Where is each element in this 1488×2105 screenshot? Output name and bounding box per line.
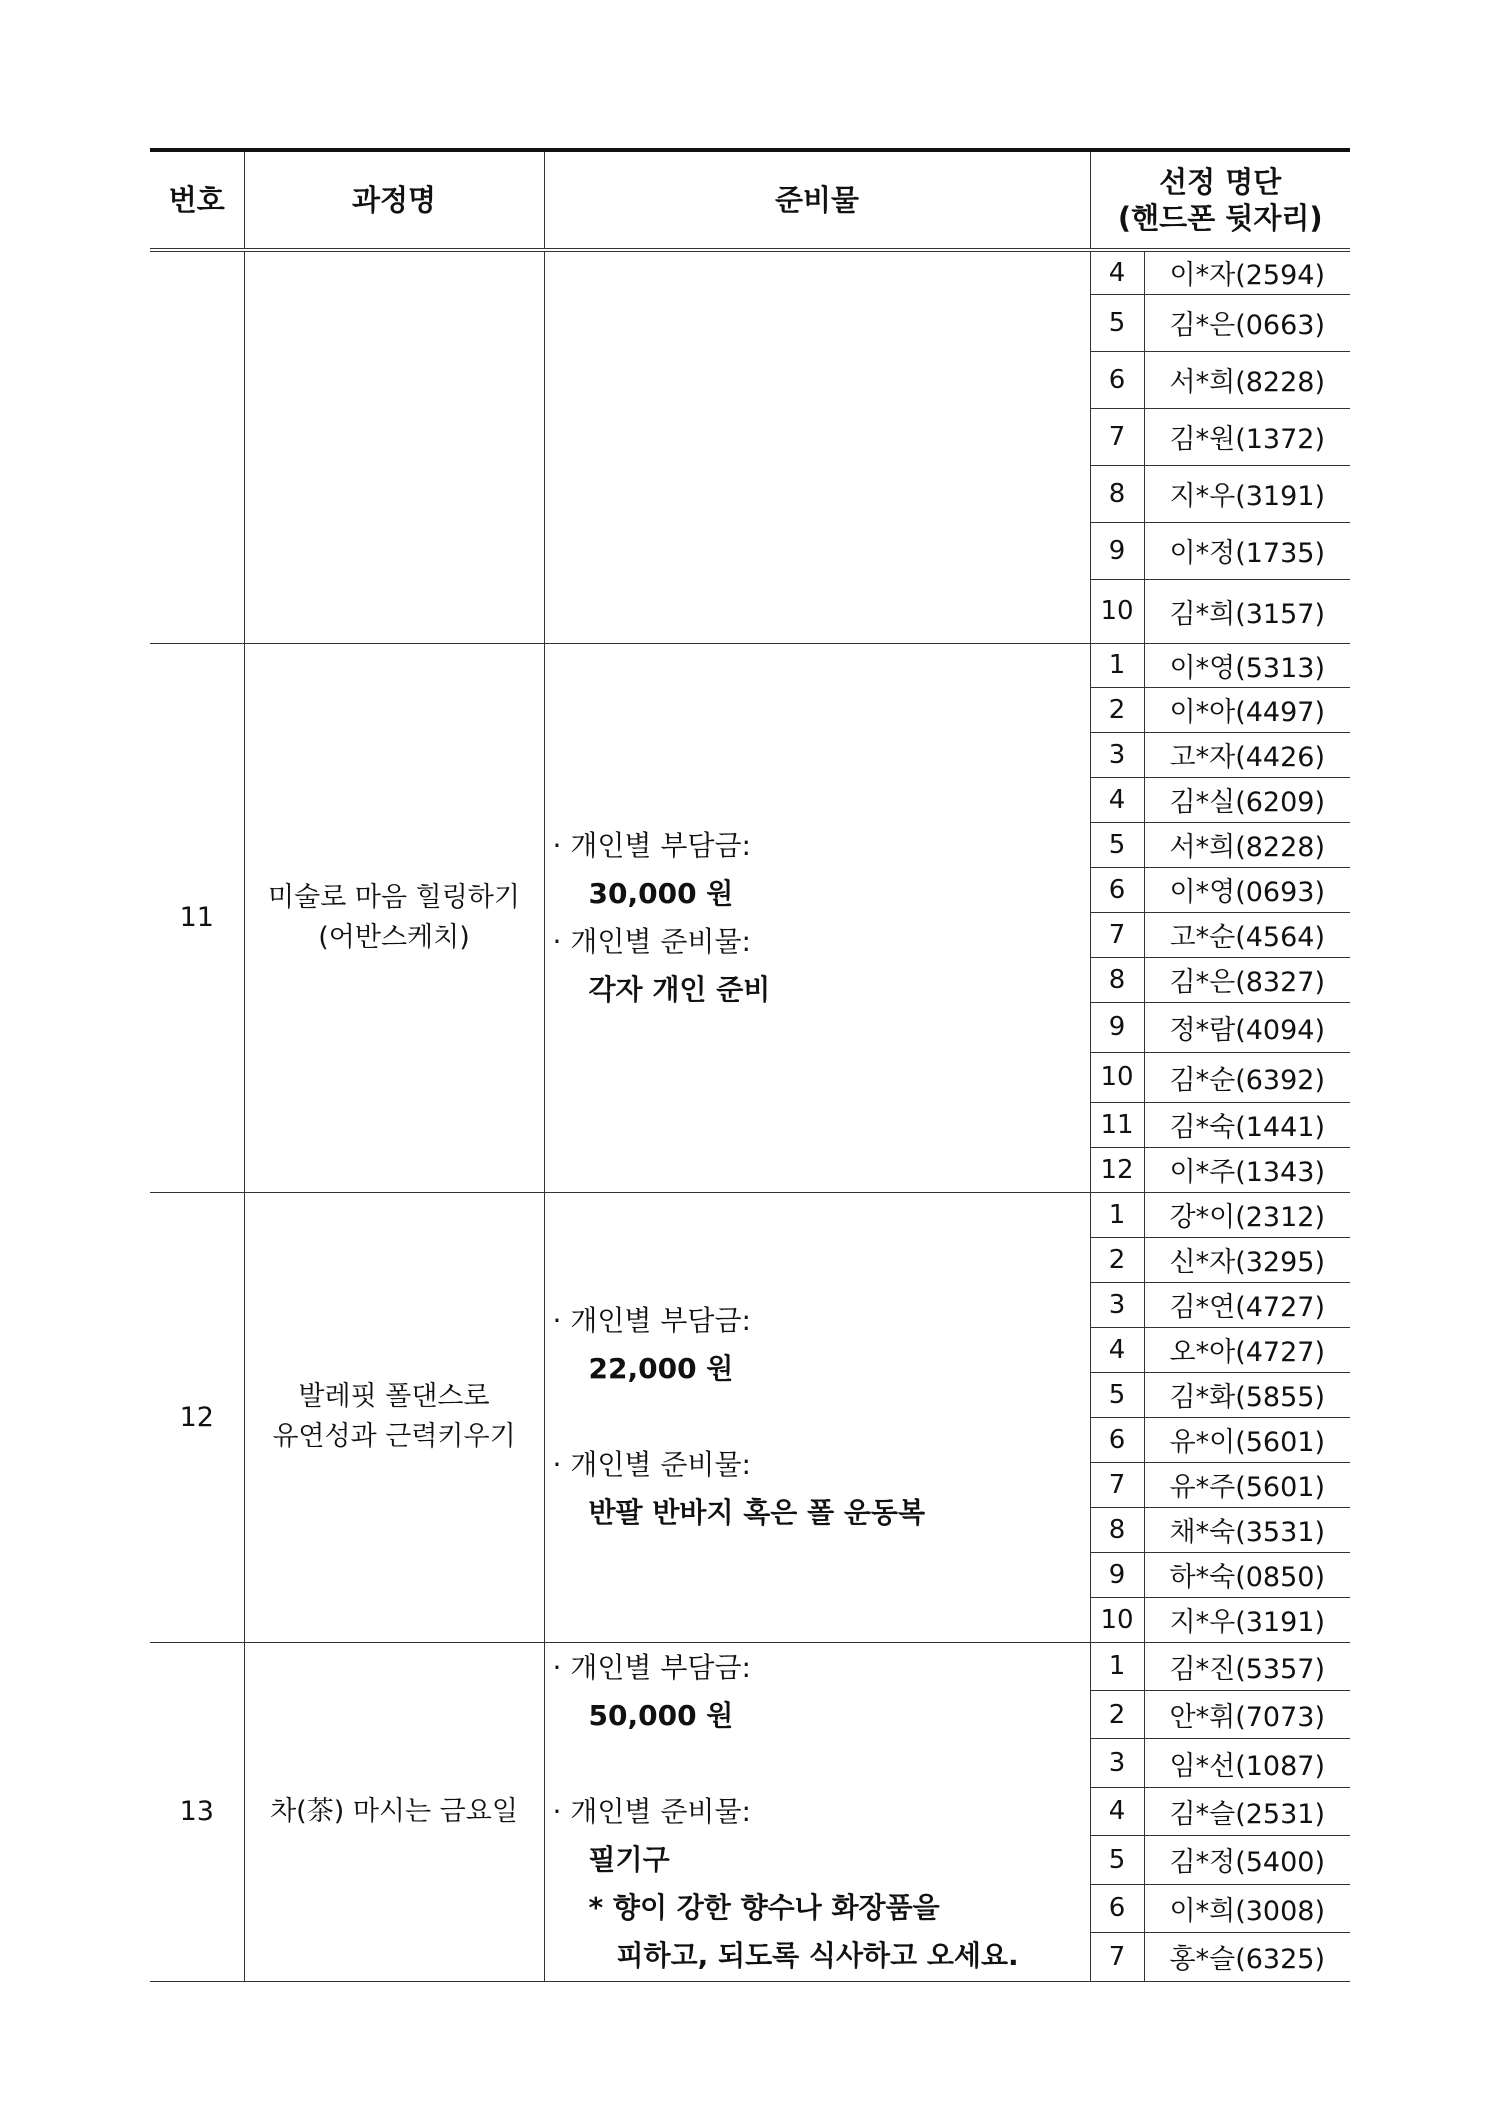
course-name [244,643,544,1192]
member-name: 채*숙(3531) [1144,1507,1350,1552]
member-index: 4 [1090,1787,1144,1835]
table-body [150,250,1350,1981]
member-index: 2 [1090,687,1144,732]
prep-bullet-line: · 개인별 부담금: [552,1650,751,1684]
member-name: 김*연(4727) [1144,1282,1350,1327]
course-name-line: 차(茶) 마시는 금요일 [270,1795,518,1827]
member-name: 홍*슬(6325) [1144,1933,1350,1981]
course-name-line: 미술로 마음 힐링하기 [268,881,520,913]
member-index: 9 [1090,522,1144,579]
course-preparation [544,1192,1090,1642]
course-preparation [544,643,1090,1192]
course-number: 12 [150,1192,244,1642]
prep-bullet-line: · 개인별 부담금: [552,1304,751,1337]
course-name-line: (어반스케치) [318,921,470,953]
table-row [150,1642,1350,1690]
member-index: 6 [1090,351,1144,408]
prep-bullet-line: · 개인별 부담금: [552,828,751,862]
member-name: 이*주(1343) [1144,1147,1350,1192]
member-name: 김*숙(1441) [1144,1102,1350,1147]
member-index: 12 [1090,1147,1144,1192]
member-index: 2 [1090,1237,1144,1282]
header-no: 번호 [150,150,244,250]
member-index: 1 [1090,643,1144,687]
member-index: 4 [1090,1327,1144,1372]
table-row [150,643,1350,687]
prep-detail-line: 30,000 원 [588,876,734,910]
member-name: 김*슬(2531) [1144,1787,1350,1835]
member-name: 안*휘(7073) [1144,1690,1350,1738]
member-index: 5 [1090,294,1144,351]
member-index: 3 [1090,1282,1144,1327]
prep-bullet-line: · 개인별 준비물: [552,1794,751,1828]
member-index: 5 [1090,1836,1144,1884]
prep-detail-line: 50,000 원 [588,1698,734,1732]
member-index: 11 [1090,1102,1144,1147]
member-name: 유*이(5601) [1144,1417,1350,1462]
member-name: 김*순(6392) [1144,1052,1350,1102]
member-index: 8 [1090,1507,1144,1552]
member-name: 김*원(1372) [1144,408,1350,465]
member-name: 이*정(1735) [1144,522,1350,579]
member-index: 7 [1090,408,1144,465]
member-name: 이*자(2594) [1144,250,1350,294]
table-row [150,250,1350,294]
header-selected [1090,150,1350,250]
member-name: 신*자(3295) [1144,1237,1350,1282]
member-index: 5 [1090,822,1144,867]
member-name: 임*선(1087) [1144,1739,1350,1787]
prep-detail-line: 반팔 반바지 혹은 폴 운동복 [588,1496,926,1529]
member-index: 10 [1090,1052,1144,1102]
member-index: 10 [1090,1597,1144,1642]
member-name: 서*희(8228) [1144,822,1350,867]
member-name: 지*우(3191) [1144,1597,1350,1642]
member-name: 오*아(4727) [1144,1327,1350,1372]
member-name: 김*은(8327) [1144,957,1350,1002]
member-name: 김*진(5357) [1144,1642,1350,1690]
member-index: 3 [1090,732,1144,777]
member-index: 10 [1090,579,1144,643]
course-name [244,1192,544,1642]
member-name: 서*희(8228) [1144,351,1350,408]
table-row [150,1192,1350,1237]
table-header-row [150,150,1350,250]
prep-bullet-line: · 개인별 준비물: [552,1448,751,1481]
member-index: 8 [1090,465,1144,522]
member-name: 유*주(5601) [1144,1462,1350,1507]
member-index: 3 [1090,1739,1144,1787]
member-name: 김*화(5855) [1144,1372,1350,1417]
member-index: 6 [1090,1417,1144,1462]
prep-detail-line: * 향이 강한 향수나 화장품을 [588,1890,940,1924]
prep-spacer [553,1740,1089,1788]
member-index: 9 [1090,1002,1144,1052]
member-name: 김*정(5400) [1144,1836,1350,1884]
member-index: 4 [1090,250,1144,294]
member-name: 김*희(3157) [1144,579,1350,643]
member-name: 이*희(3008) [1144,1884,1350,1932]
member-name: 김*실(6209) [1144,777,1350,822]
member-index: 4 [1090,777,1144,822]
prep-bullet-line: · 개인별 준비물: [552,924,751,958]
member-index: 7 [1090,1462,1144,1507]
header-prep: 준비물 [544,150,1090,250]
course-name-line: 유연성과 근력키우기 [272,1421,516,1452]
member-index: 6 [1090,1884,1144,1932]
member-name: 고*순(4564) [1144,912,1350,957]
header-course: 과정명 [244,150,544,250]
member-index: 1 [1090,1642,1144,1690]
prep-detail-line: 피하고, 되도록 식사하고 오세요. [616,1938,1019,1972]
member-index: 7 [1090,1933,1144,1981]
course-preparation [544,1642,1090,1981]
header-selected-line2: (핸드폰 뒷자리) [1117,201,1323,235]
member-name: 하*숙(0850) [1144,1552,1350,1597]
selection-table [150,148,1350,1982]
member-name: 김*은(0663) [1144,294,1350,351]
member-name: 지*우(3191) [1144,465,1350,522]
course-name [244,1642,544,1981]
course-number: 13 [150,1642,244,1981]
member-name: 강*이(2312) [1144,1192,1350,1237]
prep-spacer [553,1393,1089,1441]
header-selected-line1: 선정 명단 [1159,164,1282,199]
member-index: 7 [1090,912,1144,957]
member-name: 이*영(5313) [1144,643,1350,687]
member-name: 이*영(0693) [1144,867,1350,912]
member-index: 1 [1090,1192,1144,1237]
course-name-line: 발레핏 폴댄스로 [298,1381,490,1412]
member-name: 정*람(4094) [1144,1002,1350,1052]
prep-detail-line: 필기구 [588,1842,670,1876]
prep-detail-line: 각자 개인 준비 [588,972,771,1006]
member-index: 2 [1090,1690,1144,1738]
member-index: 6 [1090,867,1144,912]
course-preparation [544,250,1090,643]
member-name: 고*자(4426) [1144,732,1350,777]
prep-detail-line: 22,000 원 [588,1352,734,1385]
member-name: 이*아(4497) [1144,687,1350,732]
course-name [244,250,544,643]
course-number [150,250,244,643]
member-index: 5 [1090,1372,1144,1417]
member-index: 9 [1090,1552,1144,1597]
course-number: 11 [150,643,244,1192]
document-page [150,148,1350,1982]
member-index: 8 [1090,957,1144,1002]
